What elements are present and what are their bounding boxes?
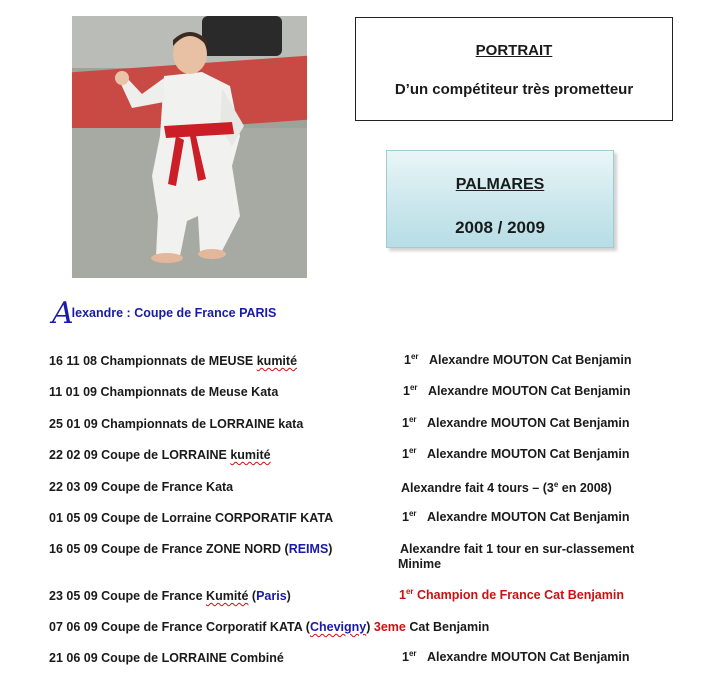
rank: 1: [404, 353, 411, 368]
result-placement: [402, 509, 630, 524]
subtitle-text: lexandre : Coupe de France PARIS: [71, 306, 277, 320]
result-placement: [398, 542, 668, 572]
result-text: Alexandre MOUTON Cat Benjamin: [426, 650, 630, 665]
rank: 3eme: [373, 620, 406, 634]
event-name: Coupe de France Kata: [101, 480, 234, 494]
result-placement: [401, 480, 612, 495]
result-placement: [402, 649, 630, 664]
rank-suffix: er: [408, 446, 417, 455]
event-paren: (: [248, 589, 257, 603]
result-text: Alexandre MOUTON Cat Benjamin: [426, 416, 630, 431]
rank-suffix: er: [409, 383, 418, 392]
rank-suffix: er: [405, 587, 414, 596]
result-date: 21 06 09: [49, 651, 98, 665]
result-text: Alexandre MOUTON Cat Benjamin: [426, 510, 630, 525]
result-tail: en 2008): [558, 481, 612, 496]
result-event: [49, 542, 332, 556]
result-text: Alexandre MOUTON Cat Benjamin: [426, 447, 630, 462]
result-date: 22 03 09: [49, 480, 98, 494]
event-discipline: Kumité: [206, 589, 249, 603]
result-event: [49, 480, 233, 494]
rank-suffix: er: [410, 352, 419, 361]
rank: 1: [402, 416, 409, 431]
event-name: Coupe de France Corporatif KATA (: [101, 620, 310, 634]
event-location: Chevigny: [309, 620, 367, 634]
rank: 1: [399, 588, 406, 603]
palmares-season: 2008 / 2009: [455, 218, 545, 237]
karateka-figure: [72, 16, 307, 278]
result-event: [49, 354, 297, 368]
result-date: 07 06 09: [49, 620, 98, 634]
result-text: Alexandre MOUTON Cat Benjamin: [427, 384, 631, 399]
result-event: [49, 417, 303, 431]
result-event: [49, 385, 278, 399]
result-text: Alexandre fait 1 tour en sur-classement Minime: [398, 542, 635, 571]
result-text: Cat Benjamin: [409, 620, 490, 634]
result-placement: [403, 383, 631, 398]
result-text: Alexandre fait 4 tours – (3: [401, 481, 554, 496]
result-date: 25 01 09: [49, 417, 98, 431]
result-event: [49, 651, 284, 665]
event-name: Coupe de LORRAINE: [101, 448, 231, 462]
result-suffix: e: [553, 480, 559, 489]
event-location: Paris: [256, 589, 287, 603]
result-event: [49, 620, 489, 634]
event-name: Coupe de France ZONE NORD (: [101, 542, 289, 556]
result-placement: [399, 587, 624, 602]
event-discipline: kumité: [256, 354, 298, 368]
event-name: Championnats de Meuse Kata: [100, 385, 279, 399]
rank: 1: [402, 510, 409, 525]
result-date: 01 05 09: [49, 511, 98, 525]
result-date: 22 02 09: [49, 448, 98, 462]
rank: 1: [403, 384, 410, 399]
result-date: 16 11 08: [49, 354, 97, 368]
result-placement: [404, 352, 632, 367]
event-name: Championnats de LORRAINE kata: [101, 417, 304, 431]
result-event: [49, 511, 333, 525]
result-date: 23 05 09: [49, 589, 98, 603]
event-name: Coupe de LORRAINE Combiné: [101, 651, 284, 665]
portrait-title: PORTRAIT: [475, 42, 553, 59]
subtitle-initial: A: [52, 296, 74, 331]
portrait-box: [355, 17, 673, 121]
result-placement: [402, 446, 630, 461]
result-placement: [402, 415, 630, 430]
rank-suffix: er: [408, 649, 417, 658]
result-date: 16 05 09: [49, 542, 98, 556]
event-paren: ): [366, 620, 371, 634]
event-name: Coupe de France: [101, 589, 207, 603]
result-event: [49, 448, 271, 462]
portrait-subtitle: D’un compétiteur très prometteur: [394, 81, 634, 98]
section-subtitle: [52, 296, 276, 331]
result-text: Champion de France Cat Benjamin: [413, 588, 624, 603]
event-name: Championnats de MEUSE: [100, 354, 257, 368]
karateka-photo: [72, 16, 307, 278]
event-paren-close: ): [286, 589, 291, 603]
event-location: REIMS: [288, 542, 329, 556]
rank: 1: [402, 447, 409, 462]
palmares-box: [386, 150, 614, 248]
rank-suffix: er: [408, 509, 417, 518]
rank: 1: [402, 650, 409, 665]
event-paren: ): [328, 542, 333, 556]
rank-suffix: er: [408, 415, 417, 424]
result-date: 11 01 09: [49, 385, 97, 399]
result-event: [49, 589, 291, 603]
event-name: Coupe de Lorraine CORPORATIF KATA: [101, 511, 334, 525]
result-text: Alexandre MOUTON Cat Benjamin: [428, 353, 632, 368]
event-discipline: kumité: [230, 448, 271, 462]
palmares-title: PALMARES: [455, 176, 545, 193]
